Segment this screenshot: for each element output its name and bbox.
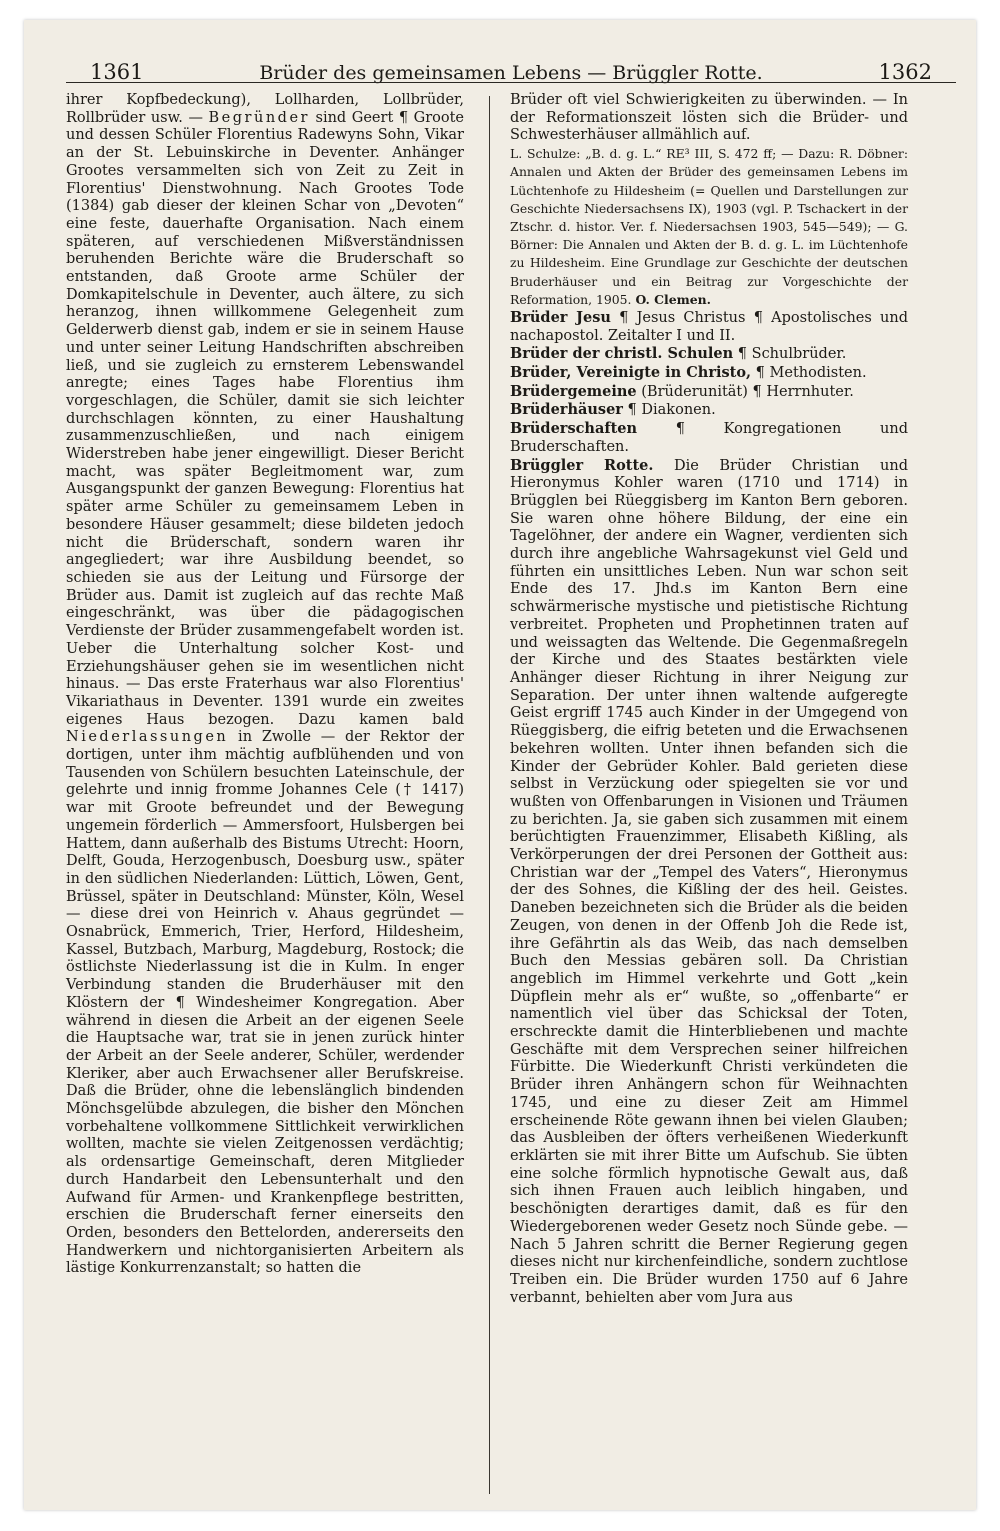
literature-text: L. Schulze: „B. d. g. L.“ RE³ III, S. 472 ff; — Dazu: R. Döbner: Annalen und Akten der Brüder des gemeinsamen Lebens im Lüchtenhofe zu Hildesheim (= Quellen und Darstellungen zur Geschichte Niedersachsens IX), 1903 (vgl. P. Tschackert in der Ztschr. d. histor. Ver. f. Niedersachsen 1903, 545—549); — G. Börner: Die Annalen und Akten der B. d. g. L. im Lüchtenhofe zu Hildesheim. Eine Grundlage zur Geschichte der deutschen Bruderhäuser und ein Beitrag zur Vorgeschichte der Reformation, 1905. bbox=[510, 146, 908, 307]
left-column-text bbox=[66, 92, 464, 1278]
entry-heading: Brüderschaften bbox=[510, 420, 638, 438]
entry-reference: ¶ Methodisten. bbox=[751, 365, 867, 382]
page-number-right: 1362 bbox=[878, 60, 932, 84]
text-run: in Zwolle — der Rektor der dortigen, unter ihm mächtig aufblühenden und von Tausenden von Schülern besuchten Lateinschule, der gelehrte und innig fromme Johannes Cele († 1417) war mit Groote befreundet und der Bewegung ungemein förderlich — Ammersfoort, Hulsbergen bei Hattem, dann außerhalb des Bistums Utrecht: Hoorn, Delft, Gouda, Herzogenbusch, Doesburg usw., später in den südlichen Niederlanden: Lüttich, Löwen, Gent, Brüssel, später in Deutschland: Münster, Köln, Wesel — diese drei von Heinrich v. Ahaus gegründet — Osnabrück, Emmerich, Trier, Herford, Hildesheim, Kassel, Butzbach, Marburg, Magdeburg, Rostock; die östlichste Niederlassung ist die in Kulm. In enger Verbindung standen die Bruderhäuser mit den Klöstern der ¶ Windesheimer Kongregation. Aber während in diesen die Arbeit an der eigenen Seele die Hauptsache war, trat sie in jenen zurück hinter der Arbeit an der Seele anderer, Schüler, werdender Kleriker, aber auch Erwachsener aller Berufskreise. Daß die Brüder, ohne die lebenslänglich bindenden Mönchsgelübde abzulegen, die bisher den Mönchen vorbehaltene vollkommene Sittlichkeit verwirklichen wollten, machte sie vielen Zeitgenossen verdächtig; als ordensartige Gemeinschaft, deren Mitglieder durch Handarbeit den Lebensunterhalt und den Aufwand für Armen- und Krankenpflege bestritten, erschien die Bruderschaft ferner einerseits den Orden, besonders den Bettelorden, andererseits den Handwerkern und nichtorganisierten Arbeitern als lästige Konkurrenzanstalt; so hatten die bbox=[66, 729, 464, 1277]
entry-bruedergemeine bbox=[510, 383, 908, 402]
entry-reference: ¶ Jesus Christus ¶ Apostolisches und nachapostol. Zeitalter I und II. bbox=[510, 309, 908, 344]
entry-reference: (Brüderunität) ¶ Herrnhuter. bbox=[636, 383, 854, 400]
text-run: sind Geert ¶ Groote und dessen Schüler Florentius Radewyns Sohn, Vikar an der St. Lebuinskirche in Deventer. Anhänger Grootes versammelten sich von Zeit zu Zeit in Florentius' Dienstwohnung. Nach Grootes Tode (1384) gab dieser der kleinen Schar von „Devoten“ eine feste, dauerhafte Organisation. Nach einem späteren, auf verschiedenen Mißverständnissen beruhenden Berichte wäre die Bruderschaft so entstanden, daß Groote arme Schüler der Domkapitelschule in Deventer, auch ältere, zu sich heranzog, ihnen willkommene Gelegenheit zum Gelderwerb dienst gab, indem er sie in seinem Hause und unter seiner Leitung Handschriften abschreiben ließ, und sie zugleich zu ernsterem Lebenswandel anregte; eines Tages habe Florentius ihm vorgeschlagen, die Schüler, damit sie sich leichter durchschlagen könnten, zu einer Haushaltung zusammenzuschließen, und nach einigem Widerstreben habe jener eingewilligt. Dieser Bericht macht, was später Begleitmoment war, zum Ausgangspunkt der ganzen Bewegung: Florentius hat später arme Schüler zu gemeinsamem Leben in besondere Häuser gesammelt; diese bildeten jedoch nicht die Brüderschaft, sondern waren ihr angegliedert; war ihre Ausbildung beendet, so schieden sie aus der Leitung und Fürsorge der Brüder aus. Damit ist zugleich auf das rechte Maß eingeschränkt, was über die pädagogischen Verdienste der Brüder zusammengefabelt worden ist. Ueber die Unterhaltung solcher Kost- und Erziehungshäuser gehen sie im wesentlichen nicht hinaus. — Das erste Fraterhaus war also Florentius' Vikariathaus in Deventer. 1391 wurde ein zweites eigenes Haus bezogen. Dazu kamen bald bbox=[66, 109, 464, 728]
column-divider bbox=[489, 96, 490, 1494]
entry-reference: ¶ Diakonen. bbox=[622, 402, 716, 419]
author-signature: O. Clemen. bbox=[635, 291, 711, 307]
right-column bbox=[510, 92, 908, 1307]
entry-reference: ¶ Kongregationen und Bruderschaften. bbox=[510, 421, 908, 455]
header-rule bbox=[66, 82, 956, 83]
page-number-left: 1361 bbox=[90, 60, 144, 84]
entry-brueder-vereinigte bbox=[510, 364, 908, 383]
entry-heading: Brüderhäuser bbox=[510, 401, 623, 419]
running-title: Brüder des gemeinsamen Lebens — Brüggler Rotte. bbox=[259, 62, 763, 84]
article-heading: Brüggler Rotte. bbox=[510, 456, 654, 474]
entry-reference: ¶ Schulbrüder. bbox=[733, 346, 847, 363]
entry-brueder-christl-schulen bbox=[510, 345, 908, 364]
entry-heading: Brüder der christl. Schulen bbox=[510, 345, 734, 363]
spaced-term-begruender: Begründer bbox=[208, 109, 310, 126]
spaced-term-niederlassungen: Niederlassungen bbox=[66, 729, 229, 746]
article-brueggler-rotte bbox=[510, 457, 908, 1308]
left-column bbox=[66, 92, 464, 1278]
literature-note bbox=[510, 145, 908, 309]
text-run: ihrer Kopfbedeckung), Lollharden, Lollbrüder, Rollbrüder usw. — bbox=[66, 92, 464, 126]
entry-heading: Brüder, Vereinigte in Christo, bbox=[510, 364, 752, 382]
entry-bruederschaften bbox=[510, 420, 908, 456]
entry-brueder-jesu bbox=[510, 309, 908, 345]
entry-heading: Brüdergemeine bbox=[510, 382, 637, 400]
entry-heading: Brüder Jesu bbox=[510, 308, 611, 326]
article-body: Die Brüder Christian und Hieronymus Kohler waren (1710 und 1714) in Brügglen bei Rüeggisberg im Kanton Bern geboren. Sie waren ohne höhere Bildung, der eine ein Tagelöhner, der andere ein Wagner, verdienten sich durch ihre angebliche Wahrsagekunst viel Geld und führten ein unsittliches Leben. Nun war schon seit Ende des 17. Jhd.s im Kanton Bern eine schwärmerische mystische und pietistische Richtung verbreitet. Propheten und Prophetinnen traten auf und weissagten das Weltende. Die Gegenmaßregeln der Kirche und des Staates bestärkten viele Anhänger dieser Richtung in ihrer Neigung zur Separation. Der unter ihnen waltende aufgeregte Geist ergriff 1745 auch Kinder in der Umgegend von Rüeggisberg, die eifrig beteten und die Erwachsenen bekehren wollten. Unter ihnen befanden sich die Kinder der Gebrüder Kohler. Bald gerieten diese selbst in Verzückung oder spiegelten sie vor und wußten von Offenbarungen in Visionen und Träumen zu berichten. Ja, sie gaben sich zusammen mit einem berüchtigten Frauenzimmer, Elisabeth Kißling, als Verkörperungen der drei Personen der Gottheit aus: Christian war der „Tempel des Vaters“, Hieronymus der des Sohnes, die Kißling der des heil. Geistes. Daneben bezeichneten sich die Brüder als die beiden Zeugen, von denen in der Offenb Joh die Rede ist, ihre Gefährtin als das Weib, das nach demselben Buch den Messias gebären soll. Da Christian angeblich im Himmel verkehrte und Gott „kein Düpflein mehr als er“ wußte, so „offenbarte“ er namentlich viel über das Schicksal der Toten, erschreckte damit die Hinterbliebenen und machte Geschäfte mit dem Versprechen seiner hilfreichen Fürbitte. Die Wiederkunft Christi verkündeten die Brüder ihren Anhängern schon für Weihnachten 1745, und eine zu dieser Zeit am Himmel erscheinende Röte gewann ihnen bei vielen Glauben; das Ausbleiben der öfters verheißenen Wiederkunft erklärten sie mit ihrer Bitte um Aufschub. Sie übten eine solche förmlich hypnotische Gewalt aus, daß sich ihnen Frauen auch leiblich hingaben, und beschönigten derartiges damit, daß es für den Wiedergeborenen weder Gesetz noch Sünde gebe. — Nach 5 Jahren schritt die Berner Regierung gegen dieses nicht nur kirchenfeindliche, sondern zuchtlose Treiben ein. Die Brüder wurden 1750 auf 6 Jahre verbannt, behielten aber vom Jura aus bbox=[510, 457, 908, 1306]
entry-bruederhaeuser bbox=[510, 401, 908, 420]
cross-reference-list bbox=[510, 309, 908, 457]
article-continuation: Brüder oft viel Schwierigkeiten zu überwinden. — In der Reformationszeit lösten sich die Brüder- und Schwesterhäuser allmählich auf. bbox=[510, 92, 908, 144]
